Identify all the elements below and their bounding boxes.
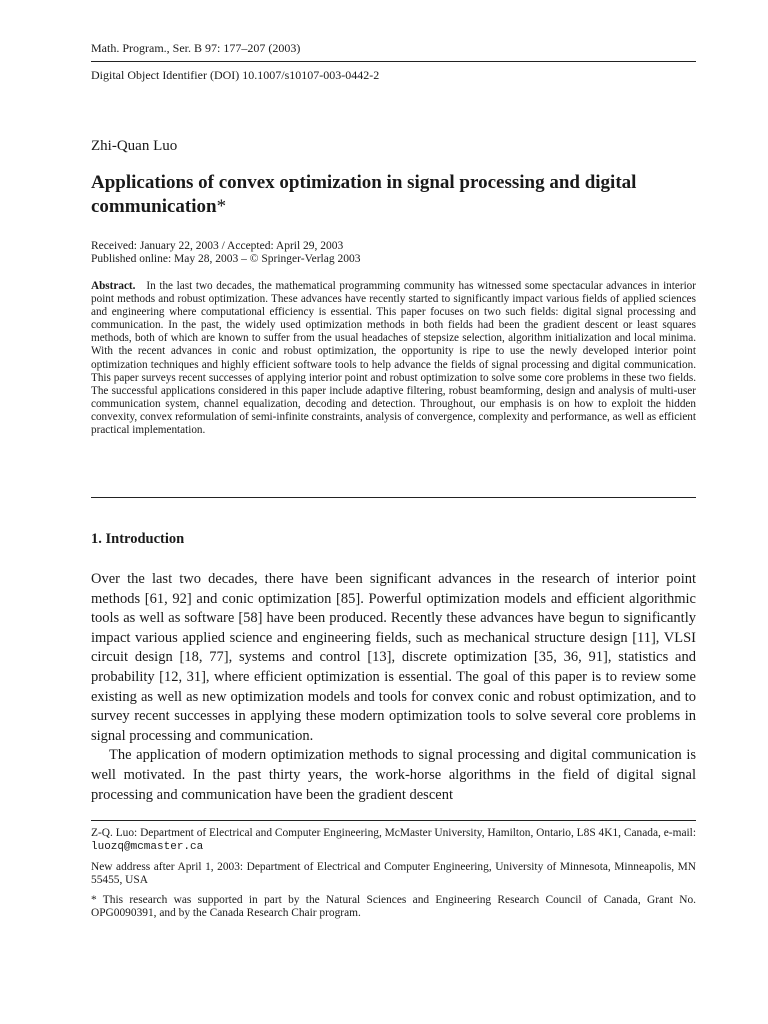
abstract [91,280,696,437]
header-rule [91,61,696,62]
article-title [91,171,696,219]
title-footnote-marker: * [216,196,227,217]
footnote-rule [91,820,696,821]
intro-paragraph-2: The application of modern optimization methods to signal processing and digital communication is well motivated. In the past thirty years, the work-horse algorithms in the field of digital signal processing and communication have been the gradient descent [91,747,696,803]
publication-dates [91,240,360,266]
new-address-footnote: New address after April 1, 2003: Department of Electrical and Computer Engineering, University of Minnesota, Minneapolis, MN 55455, USA [91,860,696,887]
title-text: Applications of convex optimization in signal processing and digital communication [91,172,637,217]
doi-line: Digital Object Identifier (DOI) 10.1007/s10107-003-0442-2 [91,68,380,82]
published-line: Published online: May 28, 2003 – © Springer-Verlag 2003 [91,253,361,265]
abstract-text: In the last two decades, the mathematical programming community has witnessed some spectacular advances in interior point methods and robust optimization. These advances have recently started to significantly impact various fields of applied sciences and engineering where computational efficiency is essential. This paper focuses on two such fields: digital signal processing and communication. In the past, the widely used optimization methods in both fields had been the gradient descent or least squares methods, both of which are known to suffer from the usual headaches of stepsize selection, algorithm initialization and local minima. With the recent advances in conic and robust optimization, the opportunity is ripe to use the newly developed interior point optimization techniques and highly efficient software tools to help advance the fields of signal processing and digital communication. This paper surveys recent successes of applying interior point and robust optimization to solve some core problems in these two fields. The successful applications considered in this paper include adaptive filtering, robust beamforming, design and analysis of multi-user communication system, channel equalization, decoding and detection. Throughout, our emphasis is on how to exploit the hidden convexity, convex reformulation of semi-infinite constraints, analysis of convergence, complexity and performance, as well as efficient practical implementation. [91,280,696,437]
affiliation-text: Z-Q. Luo: Department of Electrical and Computer Engineering, McMaster University, Hamilton, Ontario, L8S 4K1, Canada, e-mail: [91,827,696,839]
body-text [91,570,696,805]
author-email[interactable]: luozq@mcmaster.ca [91,841,204,854]
author-name: Zhi-Quan Luo [91,138,178,154]
section-heading: 1. Introduction [91,531,185,547]
affiliation-footnote [91,827,696,855]
journal-citation: Math. Program., Ser. B 97: 177–207 (2003) [91,41,301,55]
support-footnote: * This research was supported in part by the Natural Sciences and Engineering Research Council of Canada, Grant No. OPG0090391, and by the Canada Research Chair program. [91,893,696,920]
intro-paragraph-1: Over the last two decades, there have been significant advances in the research of interior point methods [61, 92] and conic optimization [85]. Powerful optimization models and efficient algorithmic tools as well as software [58] have been produced. Recently these advances have begun to significantly impact various applied science and engineering fields, such as mechanical structure design [11], VLSI circuit design [18, 77], systems and control [13], discrete optimization [35, 36, 91], statistics and probability [12, 31], where efficient optimization is essential. The goal of this paper is to review some existing as well as new optimization models and tools for convex conic and robust optimization, and to survey recent successes in applying these modern optimization tools to solve several core problems in signal processing and communication. [91,571,696,744]
abstract-rule [91,497,696,498]
footnotes [91,827,696,926]
received-line: Received: January 22, 2003 / Accepted: April 29, 2003 [91,240,344,252]
abstract-label: Abstract. [91,280,136,292]
